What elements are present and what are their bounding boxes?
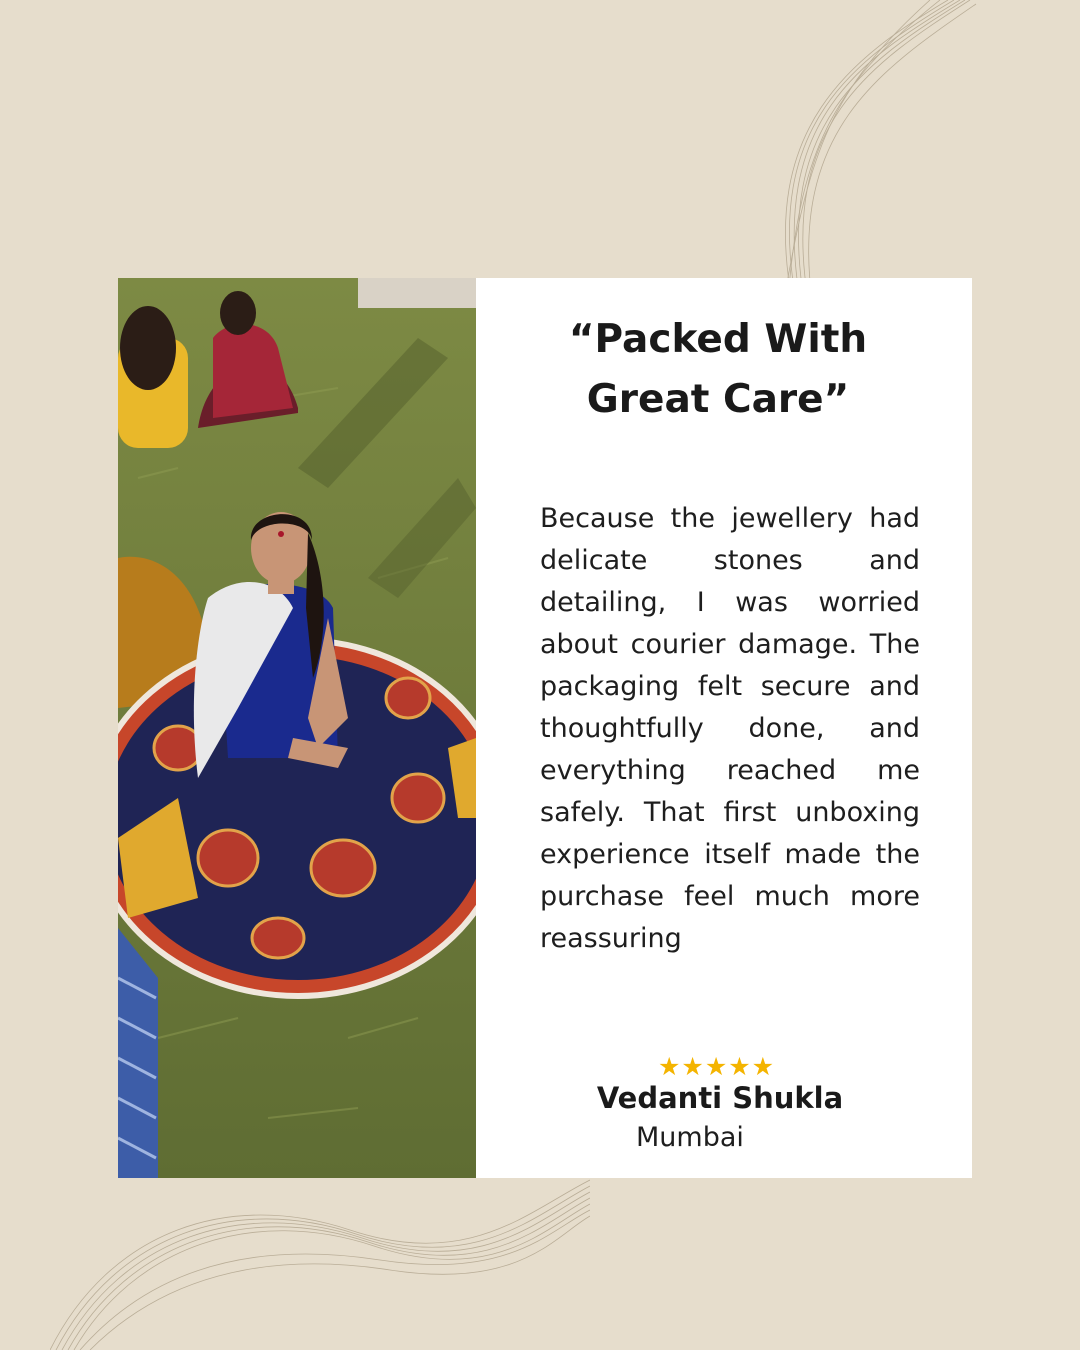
decorative-wave-bottom [50, 1170, 590, 1350]
customer-photo [118, 278, 476, 1178]
decorative-wave-top [740, 0, 980, 300]
review-text: Because the jewellery had delicate stones and detailing, I was worried about courier damage. The packaging felt secure and thoughtfully done, and everything reached me safely. That first unboxing experience itself made the purchase feel much more reassuring [540, 503, 920, 954]
star-rating-icon: ★★★★★ [658, 1053, 776, 1081]
testimonial-title: “Packed With Great Care” [568, 317, 868, 422]
reviewer-city: Mumbai [636, 1122, 744, 1153]
testimonial-card [118, 278, 972, 1178]
reviewer-name: Vedanti Shukla [596, 1081, 844, 1115]
